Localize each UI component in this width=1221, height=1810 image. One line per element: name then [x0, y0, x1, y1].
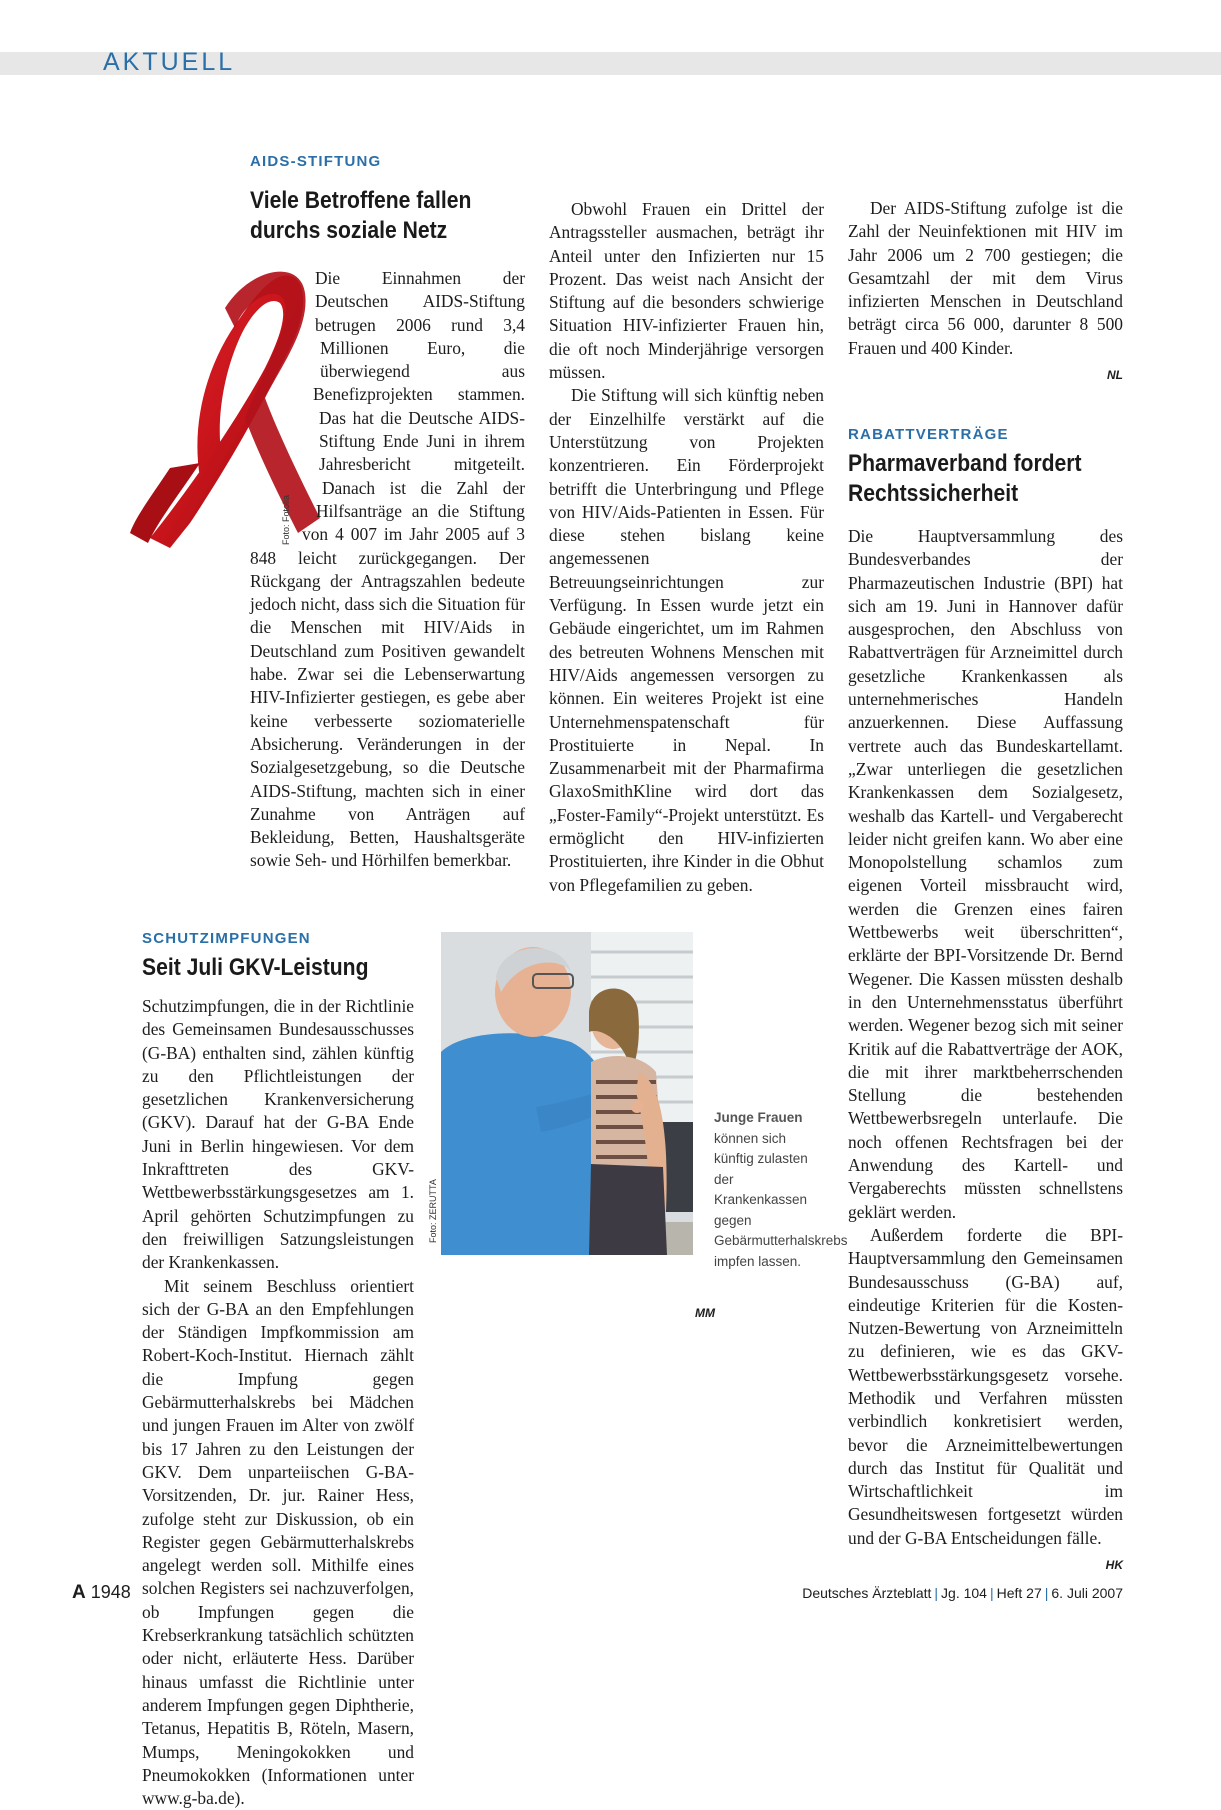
- impf-paragraph-1: Schutzimpfungen, die in der Richtlinie des Gemeinsamen Bundesausschusses (G-BA) enthalten sind, zählen künftig zu den Pflichtleistungen der gesetzlichen Krankenversicherung (GKV). Darauf hat der G-BA Ende Juni in Berlin hingewiesen. Vor dem Inkrafttreten des GKV-Wettbewerbsstärkungsgesetzes am 1. April gehörten Schutzimpfungen zu den freiwilligen Satzungsleistungen der Krankenkassen.: [142, 996, 414, 1273]
- aids-body-2: [549, 151, 824, 895]
- rabatt-signature: HK: [1105, 1558, 1123, 1573]
- caption-title: Junge Frauen: [714, 1110, 803, 1125]
- aids-paragraph-2: Obwohl Frauen ein Drittel der Antragssteller ausmachen, beträgt ihr Anteil unter den Infizierten nur 15 Prozent. Das weist nach Ansicht der Stiftung auf die besonders schwierige Situation HIV-infizierter Frauen hin, die oft noch Minderjährige versorgen müssen.: [549, 199, 824, 383]
- impf-headline: Seit Juli GKV-Leistung: [142, 954, 369, 981]
- rabatt-paragraph-2: Außerdem forderte die BPI-Hauptversammlung den Gemeinsamen Bundesausschuss (G-BA) auf, eindeutige Kriterien für die Kosten-Nutzen-Bewertung von Arzneimitteln zu definieren, wie es das GKV-Wettbewerbsstärkungsgesetz vorsehe. Methodik und Verfahren müssten verbindlich konkretisiert werden, bevor die Arzneimittelbewertungen durch das Institut für Qualität und Wirtschaftlichkeit im Gesundheitswesen fortgesetzt würden und der G-BA Entscheidungen fälle.: [848, 1224, 1123, 1548]
- rabatt-body: [848, 525, 1123, 1577]
- aids-paragraph-4: Der AIDS-Stiftung zufolge ist die Zahl der Neuinfektionen mit HIV im Jahr 2006 um 2 700 gestiegen; die Gesamtzahl der mit dem Virus infizierten Menschen in Deutschland beträgt circa 56 000, darunter 8 500 Frauen und 400 Kinder.: [848, 198, 1123, 358]
- aids-headline-line2: durchs soziale Netz: [250, 217, 448, 244]
- page-number: [72, 1582, 131, 1604]
- impf-photo-credit: Foto: ZERUTTA: [428, 1179, 438, 1243]
- page-prefix: A: [72, 1582, 86, 1603]
- impf-signature: MM: [695, 1306, 715, 1320]
- caption-text: können sich künftig zulasten der Krankenkassen gegen Gebärmutterhalskrebs impfen lassen.: [714, 1130, 848, 1269]
- aids-paragraph-3: Die Stiftung will sich künftig neben der Einzelhilfe verstärkt auf die Unterstützung von Projekten konzentrieren. Ein Förderprojekt betrifft die Unterbringung und Pflege von HIV/Aids-Patienten in Essen. Für diese stehen bislang keine angemessenen Betreuungseinrichtungen zur Verfügung. In Essen wurde jetzt ein Gebäude eingerichtet, um im Rahmen des betreuten Wohnens Menschen mit HIV/Aids angemessen versorgen zu können. Ein weiteres Projekt ist eine Unternehmenspatenschaft für Prostituierte in Nepal. In Zusammenarbeit mit der Pharmafirma GlaxoSmithKline wird dort das „Foster-Family“-Projekt unterstützt. Es ermöglicht den HIV-infizierten Prostituierten, ihre Kinder in die Obhut von Pflegefamilien zu geben.: [549, 385, 824, 895]
- impf-paragraph-2: Mit seinem Beschluss orientiert sich der G-BA an den Empfehlungen der Ständigen Impfkommission am Robert-Koch-Institut. Hiernach zählt die Impfung gegen Gebärmutterhalskrebs bei Mädchen und jungen Frauen im Alter von zwölf bis 17 Jahren zu den Leistungen der GKV. Dem unparteiischen G-BA-Vorsitzenden, Dr. jur. Rainer Hess, zufolge steht zur Diskussion, ob ein Register gegen Gebärmutterhalskrebs angelegt werden soll. Mithilfe eines solchen Registers sei nachzuverfolgen, ob Impfungen gegen die Krebserkrankung tatsächlich schützten oder nicht, erläuterte Hess. Darüber hinaus umfasst die Richtlinie unter anderem Impfungen gegen Diphtherie, Tetanus, Hepatitis B, Röteln, Masern, Mumps, Meningokokken und Pneumokokken (Informationen unter www.g-ba.de).: [142, 1275, 414, 1809]
- vaccination-photo: [441, 932, 693, 1255]
- aids-body-3: [848, 151, 1123, 387]
- photo-caption: [714, 1108, 848, 1272]
- section-label: AKTUELL: [103, 48, 236, 76]
- journal-info: Deutsches Ärzteblatt | Jg. 104 | Heft 27 | 6. Juli 2007: [802, 1585, 1123, 1601]
- journal-date: 6. Juli 2007: [1051, 1585, 1123, 1601]
- aids-body-1: [250, 267, 525, 871]
- aids-photo-credit: Foto: Fotolia: [281, 494, 291, 545]
- rabatt-paragraph-1: Die Hauptversammlung des Bundesverbandes der Pharmazeutischen Industrie (BPI) hat sich am 19. Juni in Hannover dafür ausgesprochen, den Abschluss von Rabattverträgen für Arzneimittel durch gesetzliche Krankenkassen als unternehmerisches Handeln anzuerkennen. Diese Auffassung vertrete auch das Bundeskartellamt. „Zwar unterliegen die gesetzlichen Krankenkassen dem Sozialgesetz, weshalb das Kartell- und Vergaberecht leider nicht greifen kann. Wo aber eine Monopolstellung schamlos zum eigenen Vorteil missbraucht wird, werden die Grenzen eines fairen Wettbewerbs weit überschritten“, erklärte der BPI-Vorsitzende Dr. Bernd Wegener. Die Kassen müssten deshalb in den Unternehmensstatus überführt werden. Wegener bezog sich mit seiner Kritik auf die Rabattverträge der AOK, die mit ihrer marktbeherrschenden Stellung die bestehenden Wettbewerbsregeln unterlaufe. Die noch offenen Rechtsfragen bei der Anwendung des Kartell- und Vergaberechts müssten schnellstens geklärt werden.: [848, 526, 1123, 1222]
- page-number-value: 1948: [90, 1582, 131, 1602]
- aids-kicker: AIDS-STIFTUNG: [250, 153, 382, 170]
- aids-paragraph-1: Die Einnahmen der Deutschen AIDS-Stiftung betrugen 2006 rund 3,4 Millionen Euro, die überwiegend aus Benefizprojekten stammen. Das hat die Deutsche AIDS-Stiftung Ende Juni in ihrem Jahresbericht mitgeteilt. Danach ist die Zahl der Hilfsanträge an die Stiftung von 4 007 im Jahr 2005 auf 3 848 leicht zurückgegangen. Der Rückgang der Antragszahlen bedeute jedoch nicht, dass sich die Situation für die Menschen mit HIV/Aids in Deutschland zum Positiven gewandelt habe. Zwar sei die Lebenserwartung HIV-Infizierter gestiegen, es gebe aber keine verbesserte soziomaterielle Absicherung. Veränderungen in der Sozialgesetzgebung, so die Deutsche AIDS-Stiftung, machten sich in einer Zunahme von Anträgen auf Bekleidung, Betten, Haushaltsgeräte sowie Seh- und Hörhilfen bemerkbar.: [250, 268, 525, 871]
- impf-body-2-continuation: [441, 1298, 715, 1325]
- journal-name: Deutsches Ärzteblatt: [802, 1585, 932, 1601]
- journal-issue: Heft 27: [996, 1585, 1042, 1601]
- journal-volume: Jg. 104: [941, 1585, 987, 1601]
- rabatt-headline-line1: Pharmaverband fordert: [848, 450, 1082, 477]
- rabatt-headline-line2: Rechtssicherheit: [848, 480, 1019, 507]
- rabatt-kicker: RABATTVERTRÄGE: [848, 426, 1009, 443]
- aids-headline-line1: Viele Betroffene fallen: [250, 187, 472, 214]
- aids-signature: NL: [1107, 368, 1123, 383]
- impf-kicker: SCHUTZIMPFUNGEN: [142, 930, 311, 947]
- impf-body-1: [142, 995, 414, 1809]
